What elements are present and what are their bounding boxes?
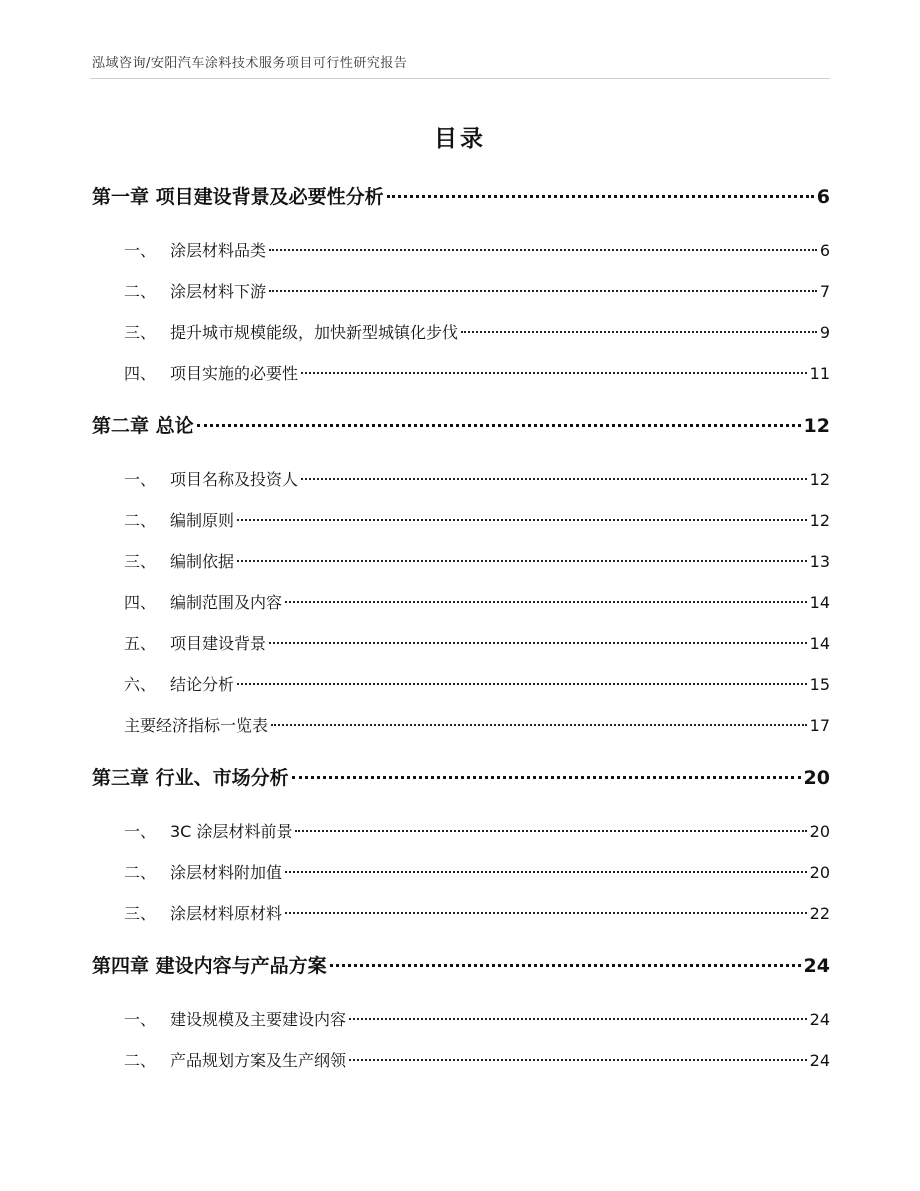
toc-section-number: 一、 bbox=[124, 822, 157, 841]
toc-section-label: 涂层材料品类 bbox=[170, 241, 267, 260]
toc-section-2-4[interactable] bbox=[92, 582, 830, 623]
dot-leader bbox=[349, 1059, 807, 1061]
toc-chapter-1[interactable] bbox=[92, 177, 830, 218]
dot-leader bbox=[237, 560, 807, 562]
toc-chapter-2[interactable] bbox=[92, 406, 830, 447]
toc-section-2-7[interactable] bbox=[92, 705, 830, 746]
toc-section-1-3[interactable] bbox=[92, 312, 830, 353]
toc-page-number: 12 bbox=[809, 511, 830, 530]
table-of-contents bbox=[92, 177, 830, 1081]
toc-section-label: 项目名称及投资人 bbox=[170, 470, 299, 489]
toc-section-3-2[interactable] bbox=[92, 852, 830, 893]
dot-leader bbox=[461, 331, 817, 333]
toc-page-number: 20 bbox=[803, 767, 830, 789]
header-divider bbox=[90, 78, 830, 79]
dot-leader bbox=[269, 642, 807, 644]
toc-page-number: 22 bbox=[809, 904, 830, 923]
toc-section-2-3[interactable] bbox=[92, 541, 830, 582]
dot-leader bbox=[295, 830, 806, 832]
toc-section-number: 二、 bbox=[124, 863, 157, 882]
dot-leader bbox=[301, 372, 807, 374]
toc-page-number: 12 bbox=[803, 415, 830, 437]
dot-leader bbox=[285, 871, 807, 873]
toc-page-number: 24 bbox=[809, 1010, 830, 1029]
toc-page-number: 14 bbox=[809, 593, 830, 612]
toc-section-number: 三、 bbox=[124, 904, 157, 923]
toc-page-number: 24 bbox=[809, 1051, 830, 1070]
toc-section-number: 三、 bbox=[124, 552, 157, 571]
toc-page-number: 20 bbox=[809, 863, 830, 882]
toc-section-label: 编制范围及内容 bbox=[170, 593, 283, 612]
toc-section-label: 编制原则 bbox=[170, 511, 235, 530]
toc-section-3-1[interactable] bbox=[92, 811, 830, 852]
toc-section-label: 3C 涂层材料前景 bbox=[170, 822, 293, 841]
toc-page-number: 14 bbox=[809, 634, 830, 653]
toc-section-4-2[interactable] bbox=[92, 1040, 830, 1081]
toc-section-number: 六、 bbox=[124, 675, 157, 694]
dot-leader bbox=[387, 195, 814, 198]
dot-leader bbox=[197, 424, 801, 427]
toc-section-number: 四、 bbox=[124, 364, 157, 383]
dot-leader bbox=[330, 964, 801, 967]
toc-section-2-6[interactable] bbox=[92, 664, 830, 705]
toc-section-1-1[interactable] bbox=[92, 230, 830, 271]
toc-section-label: 涂层材料原材料 bbox=[170, 904, 283, 923]
toc-page-number: 20 bbox=[809, 822, 830, 841]
toc-page-number: 6 bbox=[819, 241, 830, 260]
dot-leader bbox=[285, 912, 807, 914]
dot-leader bbox=[271, 724, 807, 726]
toc-section-number: 五、 bbox=[124, 634, 157, 653]
toc-section-label: 主要经济指标一览表 bbox=[124, 716, 269, 735]
toc-section-label: 涂层材料附加值 bbox=[170, 863, 283, 882]
toc-section-label: 建设规模及主要建设内容 bbox=[170, 1010, 347, 1029]
dot-leader bbox=[292, 776, 801, 779]
dot-leader bbox=[349, 1018, 807, 1020]
toc-section-1-4[interactable] bbox=[92, 353, 830, 394]
toc-section-label: 提升城市规模能级，加快新型城镇化步伐 bbox=[170, 323, 459, 342]
dot-leader bbox=[237, 519, 807, 521]
toc-section-label: 项目实施的必要性 bbox=[170, 364, 299, 383]
toc-page-number: 6 bbox=[816, 186, 830, 208]
toc-section-label: 结论分析 bbox=[170, 675, 235, 694]
toc-chapter-label: 第四章 建设内容与产品方案 bbox=[92, 955, 327, 977]
toc-page-number: 17 bbox=[809, 716, 830, 735]
toc-section-label: 项目建设背景 bbox=[170, 634, 267, 653]
toc-section-number: 一、 bbox=[124, 1010, 157, 1029]
dot-leader bbox=[269, 290, 817, 292]
toc-page-number: 13 bbox=[809, 552, 830, 571]
toc-section-3-3[interactable] bbox=[92, 893, 830, 934]
toc-section-number: 二、 bbox=[124, 282, 157, 301]
toc-page-number: 15 bbox=[809, 675, 830, 694]
toc-chapter-4[interactable] bbox=[92, 946, 830, 987]
toc-section-label: 涂层材料下游 bbox=[170, 282, 267, 301]
toc-section-1-2[interactable] bbox=[92, 271, 830, 312]
toc-section-2-1[interactable] bbox=[92, 459, 830, 500]
toc-section-number: 二、 bbox=[124, 1051, 157, 1070]
toc-section-number: 四、 bbox=[124, 593, 157, 612]
toc-section-number: 三、 bbox=[124, 323, 157, 342]
toc-page-number: 7 bbox=[819, 282, 830, 301]
toc-chapter-3[interactable] bbox=[92, 758, 830, 799]
toc-page-number: 9 bbox=[819, 323, 830, 342]
dot-leader bbox=[285, 601, 807, 603]
dot-leader bbox=[269, 249, 817, 251]
toc-page-number: 11 bbox=[809, 364, 830, 383]
toc-section-label: 编制依据 bbox=[170, 552, 235, 571]
toc-section-number: 一、 bbox=[124, 470, 157, 489]
toc-section-2-5[interactable] bbox=[92, 623, 830, 664]
dot-leader bbox=[301, 478, 807, 480]
toc-section-2-2[interactable] bbox=[92, 500, 830, 541]
toc-chapter-label: 第二章 总论 bbox=[92, 415, 194, 437]
toc-chapter-label: 第三章 行业、市场分析 bbox=[92, 767, 289, 789]
toc-section-number: 一、 bbox=[124, 241, 157, 260]
toc-section-4-1[interactable] bbox=[92, 999, 830, 1040]
toc-chapter-label: 第一章 项目建设背景及必要性分析 bbox=[92, 186, 384, 208]
toc-section-number: 二、 bbox=[124, 511, 157, 530]
toc-page-number: 12 bbox=[809, 470, 830, 489]
toc-section-label: 产品规划方案及生产纲领 bbox=[170, 1051, 347, 1070]
running-header: 泓域咨询/安阳汽车涂料技术服务项目可行性研究报告 bbox=[92, 56, 408, 71]
dot-leader bbox=[237, 683, 807, 685]
toc-title: 目录 bbox=[434, 126, 486, 152]
toc-page-number: 24 bbox=[803, 955, 830, 977]
